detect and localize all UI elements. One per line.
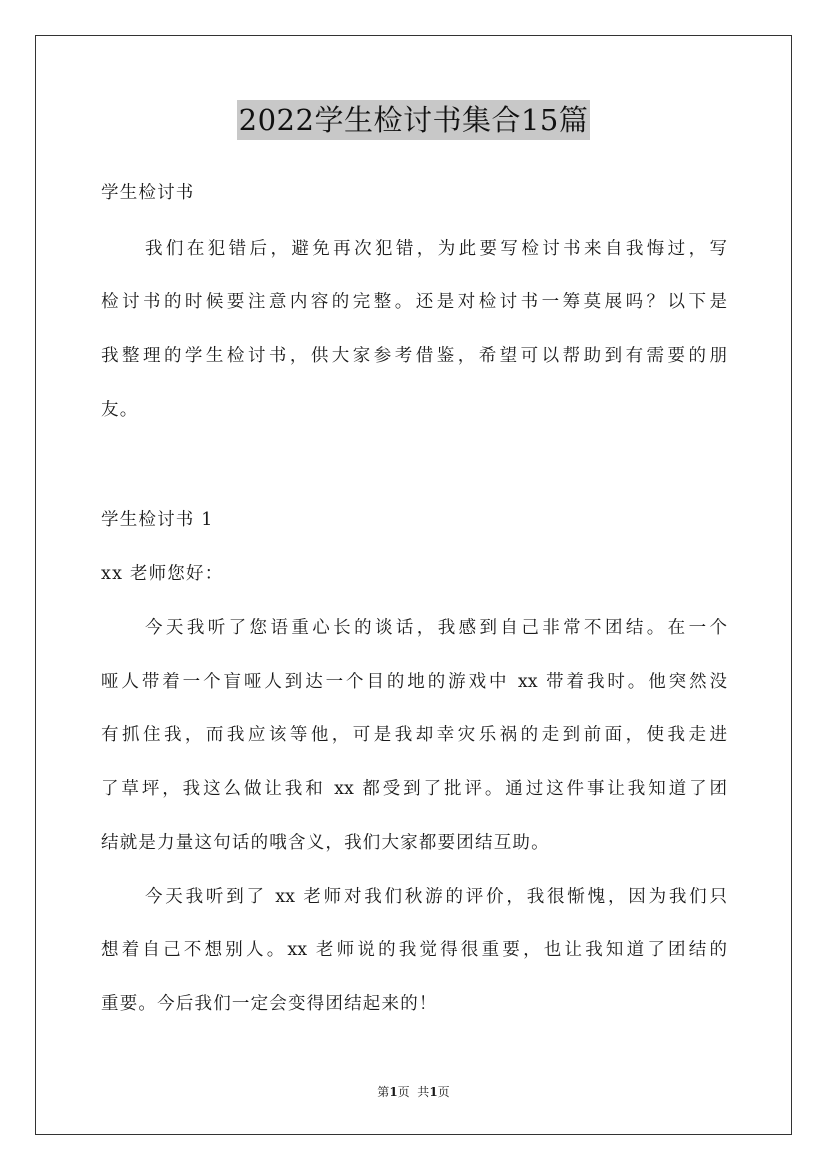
intro-line-3: 我整理的学生检讨书，供大家参考借鉴，希望可以帮助到有需要的朋 (101, 346, 727, 366)
footer-page-prefix: 第 (377, 1085, 390, 1099)
intro-line-2: 检讨书的时候要注意内容的完整。还是对检讨书一筹莫展吗？以下是 (101, 292, 727, 312)
paragraph2-line-3: 重要。今后我们一定会变得团结起来的！ (101, 994, 438, 1014)
footer-page-mid: 页 共 (397, 1085, 430, 1099)
salutation: xx 老师您好： (101, 564, 224, 584)
paragraph1-line-2: 哑人带着一个盲哑人到达一个目的地的游戏中 xx 带着我时。他突然没 (101, 672, 727, 692)
intro-line-1: 我们在犯错后，避免再次犯错，为此要写检讨书来自我悔过，写 (145, 239, 727, 259)
footer-page-total: 1 (429, 1085, 438, 1099)
letter-heading: 学生检讨书 1 (101, 510, 214, 530)
paragraph2-line-2: 想着自己不想别人。xx 老师说的我觉得很重要，也让我知道了团结的 (101, 940, 727, 960)
paragraph1-line-3: 有抓住我，而我应该等他，可是我却幸灾乐祸的走到前面，使我走进 (101, 725, 727, 745)
page-footer (0, 1084, 827, 1100)
paragraph1-line-1: 今天我听了您语重心长的谈话，我感到自己非常不团结。在一个 (145, 618, 727, 638)
section-heading: 学生检讨书 (101, 183, 195, 203)
intro-line-4: 友。 (101, 400, 139, 420)
title-container (0, 100, 827, 140)
footer-page-current: 1 (389, 1085, 398, 1099)
paragraph1-line-4: 了草坪，我这么做让我和 xx 都受到了批评。通过这件事让我知道了团 (101, 779, 727, 799)
footer-page-suffix: 页 (437, 1085, 450, 1099)
paragraph1-line-5: 结就是力量这句话的哦含义，我们大家都要团结互助。 (101, 833, 550, 853)
document-title: 2022学生检讨书集合15篇 (237, 100, 591, 140)
paragraph2-line-1: 今天我听到了 xx 老师对我们秋游的评价，我很惭愧，因为我们只 (145, 887, 727, 907)
